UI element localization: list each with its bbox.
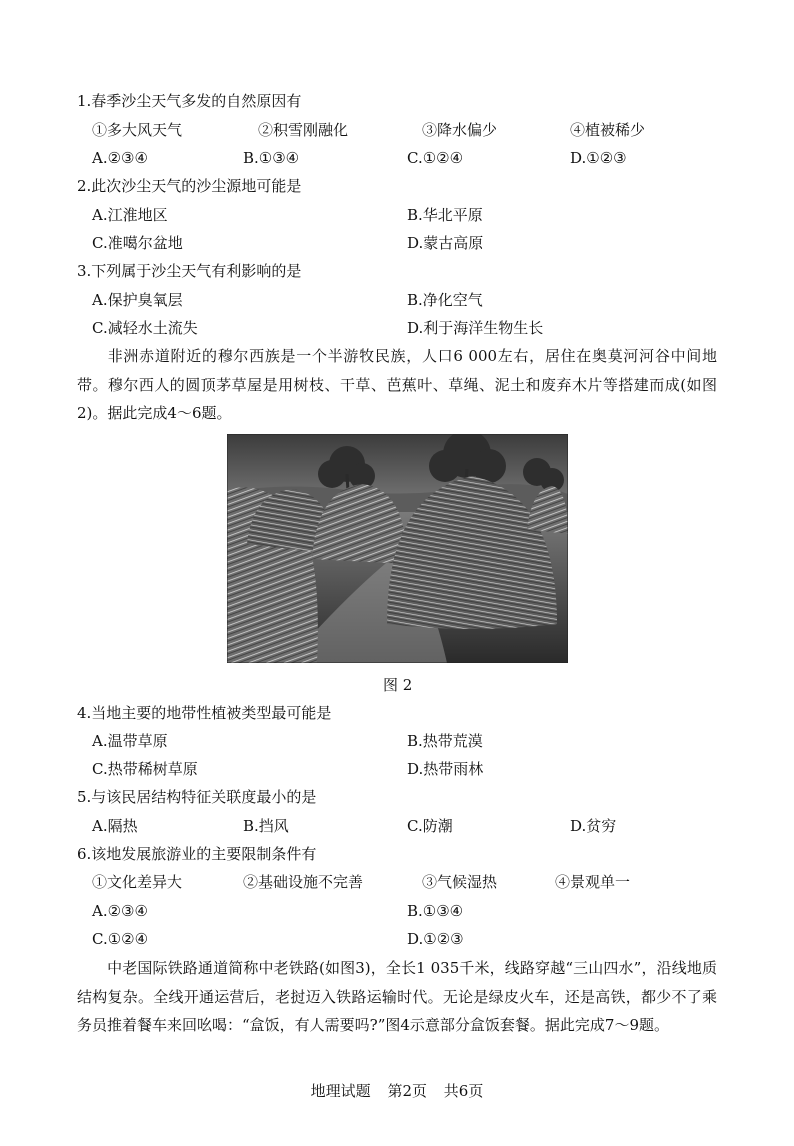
figure-2-caption: 图 2: [383, 676, 413, 694]
passage-mursi: [77, 342, 717, 428]
q4-option-b: B.热带荒漠: [407, 732, 483, 750]
q1-statement-1: ①多大风天气: [92, 121, 183, 139]
q6-option-a: A.②③④: [92, 902, 148, 920]
question-2-stem: 2.此次沙尘天气的沙尘源地可能是: [77, 177, 302, 195]
q4-option-a: A.温带草原: [92, 732, 168, 750]
q2-option-b: B.华北平原: [407, 206, 483, 224]
q1-option-a: A.②③④: [92, 149, 148, 167]
question-5-stem: 5.与该民居结构特征关联度最小的是: [77, 788, 317, 806]
q5-option-d: D.贫穷: [570, 817, 617, 835]
q6-option-b: B.①③④: [407, 902, 464, 920]
q3-option-a: A.保护臭氧层: [92, 291, 183, 309]
q3-option-c: C.减轻水土流失: [92, 319, 198, 337]
footer-page: 第2页: [387, 1082, 427, 1100]
q5-option-c: C.防潮: [407, 817, 453, 835]
q2-option-c: C.准噶尔盆地: [92, 234, 183, 252]
q1-option-c: C.①②④: [407, 149, 464, 167]
question-6-stem: 6.该地发展旅游业的主要限制条件有: [77, 845, 317, 863]
q4-option-d: D.热带雨林: [407, 760, 484, 778]
q5-option-b: B.挡风: [243, 817, 289, 835]
q1-statement-2: ②积雪刚融化: [258, 121, 349, 139]
q5-option-a: A.隔热: [92, 817, 138, 835]
passage-mursi-text: 非洲赤道附近的穆尔西族是一个半游牧民族，人口6 000左右，居住在奥莫河河谷中间地带。穆尔西人的圆顶茅草屋是用树枝、干草、芭蕉叶、草绳、泥土和废弃木片等搭建而成(如图2)。据此完成4～6题。: [77, 347, 717, 422]
q6-statement-1: ①文化差异大: [92, 873, 183, 891]
q4-option-c: C.热带稀树草原: [92, 760, 198, 778]
q1-statement-3: ③降水偏少: [422, 121, 498, 139]
q2-option-d: D.蒙古高原: [407, 234, 484, 252]
q6-statement-3: ③气候湿热: [422, 873, 498, 891]
question-1-stem: 1.春季沙尘天气多发的自然原因有: [77, 92, 302, 110]
q6-statement-2: ②基础设施不完善: [243, 873, 364, 891]
q1-option-b: B.①③④: [243, 149, 300, 167]
page-footer: [0, 1080, 794, 1102]
q3-option-d: D.利于海洋生物生长: [407, 319, 544, 337]
q3-option-b: B.净化空气: [407, 291, 483, 309]
q2-option-a: A.江淮地区: [92, 206, 168, 224]
q6-statement-4: ④景观单一: [555, 873, 631, 891]
question-4-stem: 4.当地主要的地带性植被类型最可能是: [77, 704, 332, 722]
footer-subject: 地理试题: [310, 1082, 371, 1100]
question-3-stem: 3.下列属于沙尘天气有利影响的是: [77, 262, 302, 280]
q6-option-c: C.①②④: [92, 930, 149, 948]
footer-total: 共6页: [443, 1082, 484, 1100]
q6-option-d: D.①②③: [407, 930, 464, 948]
q1-statement-4: ④植被稀少: [570, 121, 646, 139]
passage-railway: [77, 954, 717, 1040]
figure-2-photo: [227, 434, 568, 663]
q1-option-d: D.①②③: [570, 149, 627, 167]
passage-railway-text: 中老国际铁路通道简称中老铁路(如图3)，全长1 035千米，线路穿越“三山四水”，沿线地质结构复杂。全线开通运营后，老挝迈入铁路运输时代。无论是绿皮火车，还是高铁，都少不了乘务员推着餐车来回吆喝：“盒饭，有人需要吗?”图4示意部分盒饭套餐。据此完成7～9题。: [77, 959, 717, 1034]
